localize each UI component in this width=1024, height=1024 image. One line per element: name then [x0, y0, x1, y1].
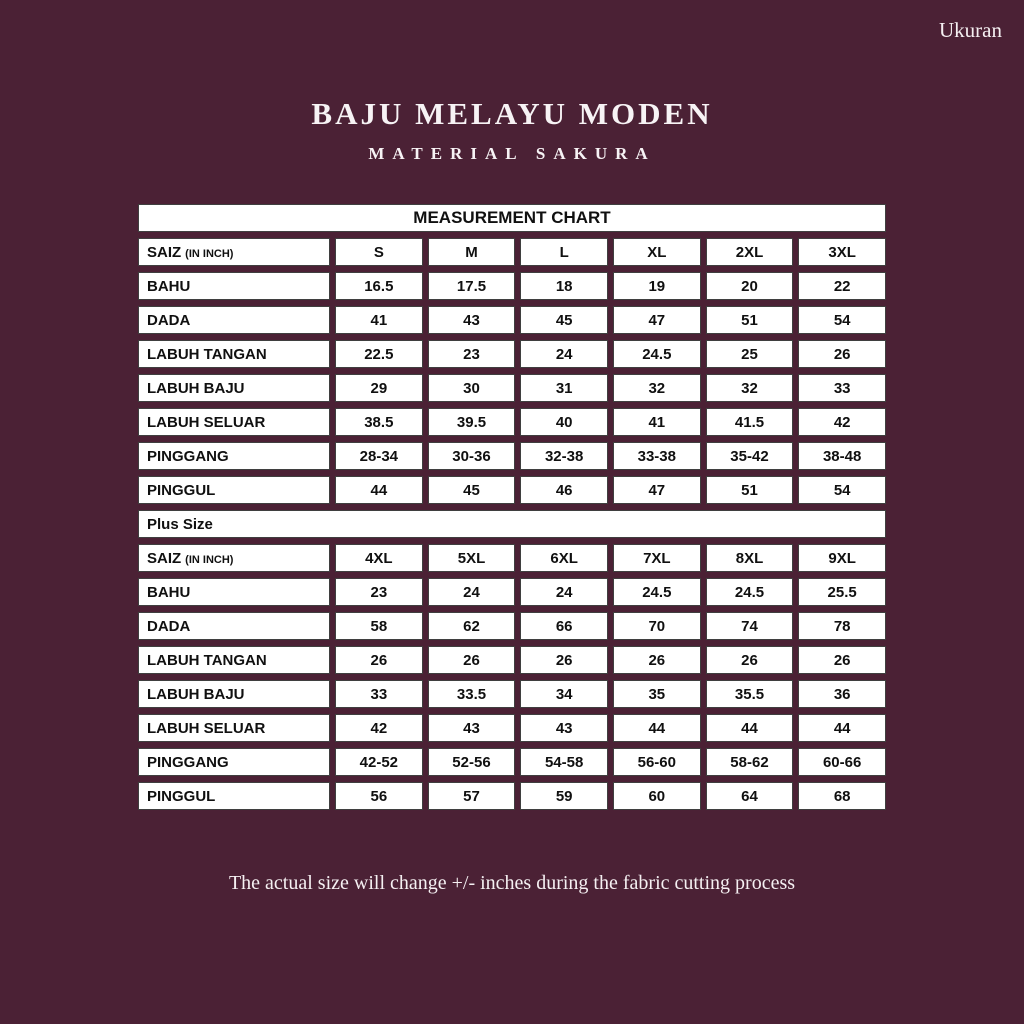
cell-value: 58-62: [706, 748, 794, 776]
cell-value: 19: [613, 272, 701, 300]
cell-value: 41.5: [706, 408, 794, 436]
cell-value: 22.5: [335, 340, 423, 368]
cell-value: 24.5: [613, 340, 701, 368]
size-header-l: L: [520, 238, 608, 266]
cell-value: 32: [706, 374, 794, 402]
row-label: LABUH BAJU: [138, 374, 330, 402]
size-header-6xl: 6XL: [520, 544, 608, 572]
size-unit-text: (IN INCH): [185, 247, 234, 260]
cell-value: 39.5: [428, 408, 516, 436]
size-header-2xl: 2XL: [706, 238, 794, 266]
cell-value: 41: [335, 306, 423, 334]
cell-value: 26: [798, 340, 886, 368]
row-label: LABUH SELUAR: [138, 714, 330, 742]
plus-size-label: Plus Size: [138, 510, 886, 538]
size-header-5xl: 5XL: [428, 544, 516, 572]
cell-value: 17.5: [428, 272, 516, 300]
size-header-8xl: 8XL: [706, 544, 794, 572]
cell-value: 34: [520, 680, 608, 708]
cell-value: 74: [706, 612, 794, 640]
cell-value: 33: [335, 680, 423, 708]
row-label: DADA: [138, 612, 330, 640]
cell-value: 54: [798, 476, 886, 504]
cell-value: 26: [798, 646, 886, 674]
cell-value: 47: [613, 476, 701, 504]
table-title: MEASUREMENT CHART: [138, 204, 886, 232]
cell-value: 35-42: [706, 442, 794, 470]
cell-value: 25.5: [798, 578, 886, 606]
cell-value: 44: [613, 714, 701, 742]
cell-value: 52-56: [428, 748, 516, 776]
cell-value: 30-36: [428, 442, 516, 470]
cell-value: 58: [335, 612, 423, 640]
row-label: PINGGUL: [138, 476, 330, 504]
cell-value: 45: [428, 476, 516, 504]
cell-value: 46: [520, 476, 608, 504]
cell-value: 24.5: [613, 578, 701, 606]
cell-value: 43: [428, 714, 516, 742]
cell-value: 70: [613, 612, 701, 640]
cell-value: 25: [706, 340, 794, 368]
cell-value: 31: [520, 374, 608, 402]
cell-value: 24.5: [706, 578, 794, 606]
cell-value: 24: [520, 340, 608, 368]
cell-value: 44: [335, 476, 423, 504]
row-label: LABUH SELUAR: [138, 408, 330, 436]
cell-value: 38-48: [798, 442, 886, 470]
corner-label: Ukuran: [939, 18, 1002, 42]
size-header-s: S: [335, 238, 423, 266]
cell-value: 59: [520, 782, 608, 810]
cell-value: 44: [706, 714, 794, 742]
row-label: PINGGANG: [138, 442, 330, 470]
cell-value: 64: [706, 782, 794, 810]
cell-value: 38.5: [335, 408, 423, 436]
cell-value: 42: [335, 714, 423, 742]
cell-value: 60-66: [798, 748, 886, 776]
measurement-table: [138, 204, 886, 810]
size-unit-text: (IN INCH): [185, 553, 234, 566]
cell-value: 20: [706, 272, 794, 300]
cell-value: 24: [428, 578, 516, 606]
cell-value: 57: [428, 782, 516, 810]
cell-value: 45: [520, 306, 608, 334]
cell-value: 36: [798, 680, 886, 708]
row-label: BAHU: [138, 272, 330, 300]
cell-value: 26: [706, 646, 794, 674]
cell-value: 66: [520, 612, 608, 640]
size-header-label: [138, 238, 330, 266]
row-label: DADA: [138, 306, 330, 334]
title-block: [0, 0, 1024, 164]
cell-value: 41: [613, 408, 701, 436]
cell-value: 35.5: [706, 680, 794, 708]
cell-value: 62: [428, 612, 516, 640]
cell-value: 33: [798, 374, 886, 402]
row-label: BAHU: [138, 578, 330, 606]
row-label: LABUH TANGAN: [138, 646, 330, 674]
row-label: PINGGANG: [138, 748, 330, 776]
cell-value: 35: [613, 680, 701, 708]
cell-value: 16.5: [335, 272, 423, 300]
cell-value: 26: [520, 646, 608, 674]
cell-value: 23: [335, 578, 423, 606]
cell-value: 32: [613, 374, 701, 402]
cell-value: 56-60: [613, 748, 701, 776]
size-label-text: SAIZ: [147, 243, 182, 261]
size-header-9xl: 9XL: [798, 544, 886, 572]
cell-value: 56: [335, 782, 423, 810]
cell-value: 23: [428, 340, 516, 368]
cell-value: 30: [428, 374, 516, 402]
cell-value: 47: [613, 306, 701, 334]
cell-value: 33-38: [613, 442, 701, 470]
cell-value: 18: [520, 272, 608, 300]
size-header-4xl: 4XL: [335, 544, 423, 572]
row-label: LABUH BAJU: [138, 680, 330, 708]
row-label: LABUH TANGAN: [138, 340, 330, 368]
cell-value: 68: [798, 782, 886, 810]
cell-value: 60: [613, 782, 701, 810]
page-subtitle: MATERIAL SAKURA: [368, 144, 656, 163]
cell-value: 33.5: [428, 680, 516, 708]
cell-value: 24: [520, 578, 608, 606]
size-label-text: SAIZ: [147, 549, 182, 567]
size-header-3xl: 3XL: [798, 238, 886, 266]
cell-value: 22: [798, 272, 886, 300]
cell-value: 29: [335, 374, 423, 402]
size-header-label: [138, 544, 330, 572]
cell-value: 78: [798, 612, 886, 640]
cell-value: 42: [798, 408, 886, 436]
cell-value: 51: [706, 306, 794, 334]
size-header-m: M: [428, 238, 516, 266]
cell-value: 40: [520, 408, 608, 436]
cell-value: 51: [706, 476, 794, 504]
page-title: BAJU MELAYU MODEN: [311, 96, 713, 131]
cell-value: 43: [428, 306, 516, 334]
cell-value: 42-52: [335, 748, 423, 776]
footer-note: The actual size will change +/- inches during the fabric cutting process: [228, 872, 796, 894]
cell-value: 32-38: [520, 442, 608, 470]
cell-value: 44: [798, 714, 886, 742]
cell-value: 26: [428, 646, 516, 674]
size-header-7xl: 7XL: [613, 544, 701, 572]
cell-value: 43: [520, 714, 608, 742]
size-header-xl: XL: [613, 238, 701, 266]
cell-value: 54-58: [520, 748, 608, 776]
cell-value: 26: [613, 646, 701, 674]
cell-value: 28-34: [335, 442, 423, 470]
cell-value: 54: [798, 306, 886, 334]
cell-value: 26: [335, 646, 423, 674]
row-label: PINGGUL: [138, 782, 330, 810]
